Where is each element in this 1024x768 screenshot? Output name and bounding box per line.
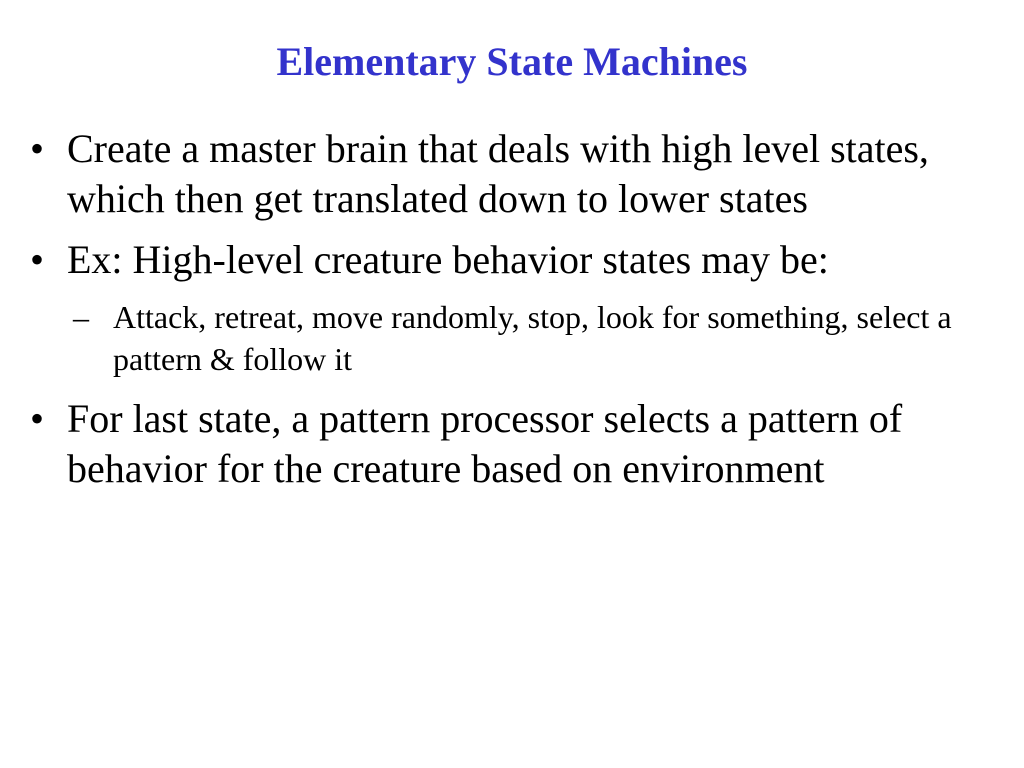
bullet-list: [30, 124, 990, 505]
bullet-text: Ex: High-level creature behavior states may be:: [67, 237, 829, 282]
bullet-item-master-brain: [30, 124, 990, 224]
bullet-marker: •: [30, 126, 45, 171]
bullet-text: Create a master brain that deals with high level states, which then get translated down to lower states: [67, 126, 929, 221]
bullet-item-pattern-processor: [30, 394, 990, 494]
sub-bullet-text: Attack, retreat, move randomly, stop, look for something, select a pattern & follow it: [113, 299, 952, 377]
bullet-text: For last state, a pattern processor selects a pattern of behavior for the creature based on environment: [67, 396, 903, 491]
bullet-item-example: [30, 235, 990, 285]
slide-title: Elementary State Machines: [276, 39, 748, 84]
sub-bullet-marker: –: [73, 299, 89, 335]
bullet-marker: •: [30, 237, 45, 282]
sub-bullet-item-states: [67, 296, 990, 380]
bullet-marker: •: [30, 396, 45, 441]
